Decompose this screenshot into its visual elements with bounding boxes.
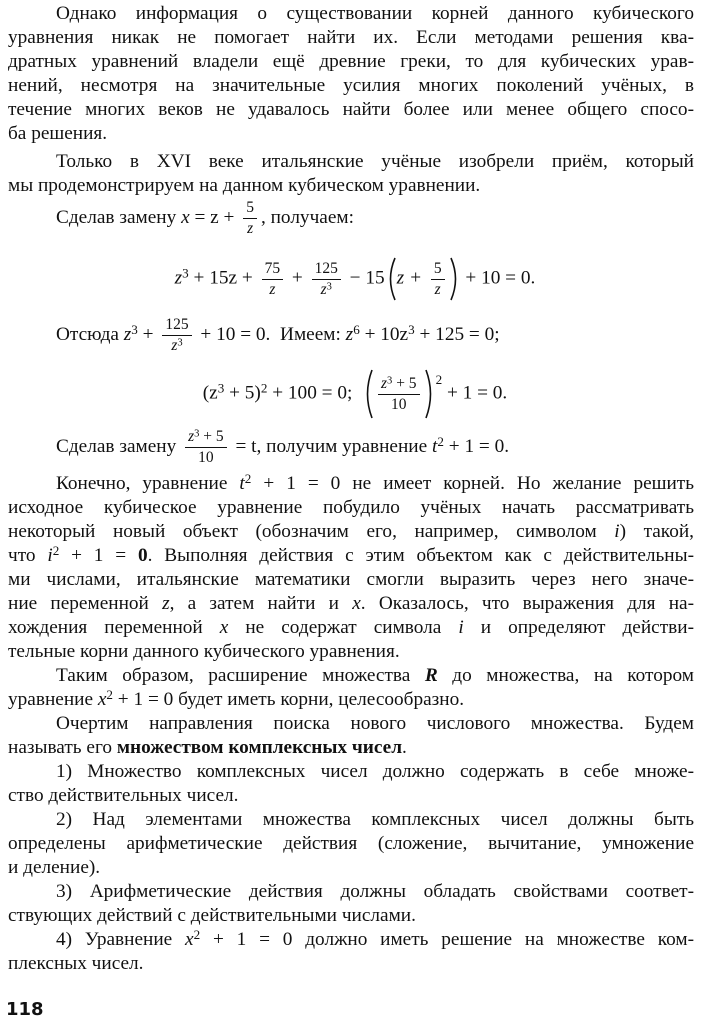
- requirements-list: [8, 760, 694, 976]
- text-line: уравнения никак не помогает найти их. Если методами решения ква-: [8, 27, 694, 48]
- term-complex-numbers: множеством комплексных чисел: [116, 737, 403, 758]
- list-item-continuation: и деление).: [8, 857, 101, 878]
- text-line: дратных уравнений владели ещё древние греки, то для кубических урав-: [8, 51, 694, 72]
- list-item: 1) Множество комплексных чисел должно содержать в себе множе-: [56, 761, 694, 782]
- formula-hence: Отсюда $z^3$ + $\frac{125}{z^3}$ + 10 = 0. Имеем: $z^6 + 10z^3 + 125 = 0$;: [56, 316, 500, 354]
- text-line: хождения переменной x не содержат символа i и определяют действи-: [8, 617, 695, 638]
- formula-substitution: Сделав замену x = z + $\frac{5}{z}$ , получаем:: [56, 199, 354, 237]
- text-line: Очертим направления поиска нового числового множества. Будем: [56, 713, 694, 734]
- formula-squares: $(z^3 + 5)^2 + 100 = 0$; $\frac{z^3 + 5}{10}$ $^2$ + 1 = 0.: [0, 368, 710, 420]
- text-line: ние переменной z, а затем найти и x. Оказалось, что выражения для на-: [8, 593, 695, 614]
- paragraph-directions: [8, 712, 694, 760]
- paragraph-xvi-century: [8, 150, 694, 198]
- text-line: течение многих веков не удавалось найти более или менее общего спосо-: [8, 99, 694, 120]
- page-number: 118: [6, 999, 44, 1020]
- text-line: ба решения.: [8, 123, 108, 144]
- list-item: 2) Над элементами множества комплексных чисел должны быть: [56, 809, 694, 830]
- text-line: называть его множеством комплексных чисел.: [8, 737, 407, 758]
- formula-expanded: $z^3 + 15z$ + $\frac{75}{z}$ + $\frac{125}{z^3}$ − 15 z + $\frac{5}{z}$ + 10 = 0.: [0, 256, 710, 302]
- text-line: ми числами, итальянские математики смогли выразить через него значе-: [8, 569, 694, 590]
- paragraph-intro: [8, 2, 694, 146]
- text-line: Таким образом, расширение множества R до множества, на котором: [56, 665, 694, 686]
- text-line: Только в XVI веке итальянские учёные изобрели приём, который: [56, 151, 694, 172]
- text-line: нений, несмотря на значительные усилия многих поколений учёных, в: [8, 75, 694, 96]
- list-item-continuation: ствующих действий с действительными числами.: [8, 905, 416, 926]
- text-line: тельные корни данного кубического уравнения.: [8, 641, 400, 662]
- list-item-continuation: плексных чисел.: [8, 953, 144, 974]
- list-item: 4) Уравнение $x^2 + 1 = 0$ должно иметь решение на множестве ком-: [56, 927, 694, 950]
- text-line: Однако информация о существовании корней данного кубического: [56, 3, 694, 24]
- text-line: некоторый новый объект (обозначим его, например, символом i) такой,: [8, 521, 694, 542]
- formula-substitution-t: Сделав замену $\frac{z^3 + 5}{10}$ = t, получим уравнение $t^2 + 1 = 0$.: [56, 428, 510, 466]
- text-line: Конечно, уравнение $t^2 + 1 = 0$ не имеет корней. Но желание решить: [56, 471, 695, 494]
- text-line: что $i^2 + 1 = 0$. Выполняя действия с этим объектом как с действительны-: [8, 543, 694, 566]
- text-line: уравнение $x^2 + 1 = 0$ будет иметь корни, целесообразно.: [8, 687, 465, 710]
- text-line: исходное кубическое уравнение побудило учёных начать рассматривать: [8, 497, 694, 518]
- paragraph-new-object: [8, 472, 694, 664]
- list-item-continuation: ство действительных чисел.: [8, 785, 239, 806]
- list-item-continuation: определены арифметические действия (сложение, вычитание, умножение: [8, 833, 694, 854]
- list-item: 3) Арифметические действия должны обладать свойствами соответ-: [56, 881, 694, 902]
- text-line: мы продемонстрируем на данном кубическом уравнении.: [8, 175, 481, 196]
- paragraph-extension: [8, 664, 694, 712]
